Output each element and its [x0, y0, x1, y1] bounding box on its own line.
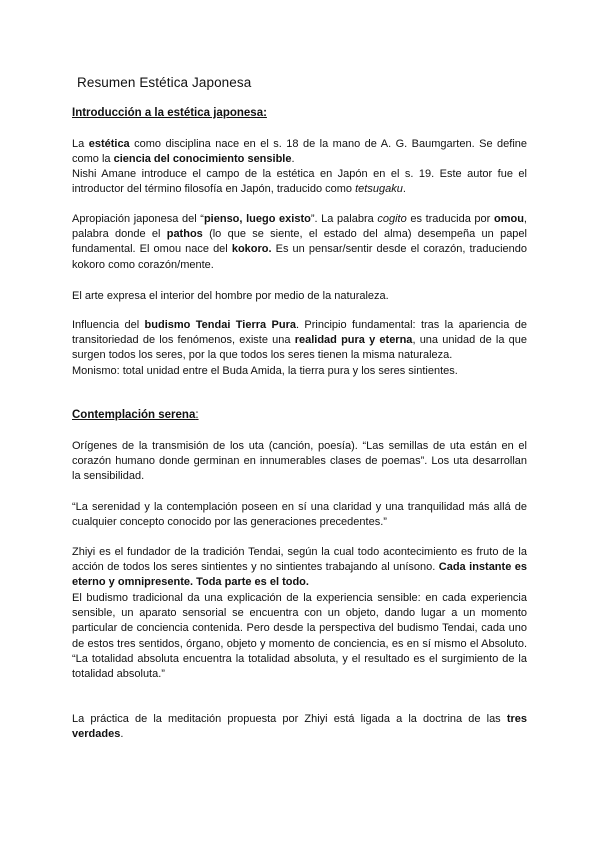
text-run: “La serenidad y la contemplación poseen en sí una claridad y una tranquilidad más allá de cualquier concepto conocido por las generaciones precedentes.” [72, 501, 527, 529]
bold-text: estética [88, 138, 130, 150]
text-run: . [120, 728, 124, 741]
section-heading-text: Contemplación serena [72, 409, 196, 421]
text-run: El budismo tradicional da una explicación de la experiencia sensible: en cada experiencia sensible, un aparato sensorial se encuentra con un objeto, dando lugar a un momento particular de conciencia contenida. Pero desde la perspectiva del budismo Tendai, cada uno de estos tres sentidos, órgano, objeto y momento de conciencia, es en sí mismo el Absoluto. “La totalidad absoluta encuentra la totalidad absoluta, y el resultado es el surgimiento de la totalidad absoluta.” [72, 592, 527, 681]
text-run: como disciplina nace en el s. 18 de la mano de A. G. Baumgarten. Se define como la [72, 138, 527, 166]
paragraph [72, 167, 527, 197]
text-run: , una unidad de la que surgen todos los seres, por la que todos los seres tienen la misma naturaleza. [72, 334, 528, 362]
italic-text: tetsugaku [355, 183, 403, 196]
bold-text: Cada instante es eterno y omnipresente. Toda parte es el todo. [72, 561, 527, 589]
paragraph [72, 591, 527, 682]
text-run: Nishi Amane introduce el campo de la estética en Japón en el s. 19. Este autor fue el introductor del término filosofía en Japón, traducido como [72, 168, 527, 196]
text-run: Orígenes de la transmisión de los uta (canción, poesía). “Las semillas de uta están en el corazón humano donde germinan en innumerables clases de poemas”. Los uta desarrollan la sensibilidad. [72, 440, 527, 483]
bold-text: budismo Tendai Tierra Pura [144, 319, 296, 331]
paragraph [72, 137, 527, 167]
bold-text: realidad pura y eterna [294, 334, 413, 347]
text-run: El arte expresa el interior del hombre por medio de la naturaleza. [72, 290, 389, 302]
paragraph [72, 545, 527, 591]
paragraph [72, 439, 527, 485]
text-run: . [402, 183, 406, 196]
bold-text: ciencia del conocimiento sensible [113, 153, 292, 166]
text-run: La [72, 138, 89, 150]
text-run: es traducida por [406, 213, 494, 225]
text-run: Apropiación japonesa del “ [72, 213, 204, 225]
paragraph [72, 364, 527, 379]
section-heading-contemplacion [72, 409, 199, 421]
text-run: (lo que se siente, el estado del alma) desempeña un papel fundamental. El omou nace del [72, 228, 527, 256]
text-run: , palabra donde el [72, 213, 527, 241]
text-run: . Principio fundamental: tras la apariencia de transitoriedad de los fenómenos, existe una [72, 319, 527, 347]
bold-text: omou [493, 213, 524, 225]
paragraph [72, 212, 527, 273]
text-run: Monismo: total unidad entre el Buda Amida, la tierra pura y los seres sintientes. [72, 365, 458, 377]
text-run: ”. La palabra [310, 213, 378, 225]
paragraph [72, 289, 527, 304]
italic-text: cogito [377, 213, 407, 225]
text-run: Es un pensar/sentir desde el corazón, traduciendo kokoro como corazón/mente. [72, 243, 527, 271]
text-run: Zhiyi es el fundador de la tradición Tendai, según la cual todo acontecimiento es fruto de la acción de todos los seres sintientes y no sintientes trabajando al unísono. [72, 546, 527, 574]
section-heading-intro: Introducción a la estética japonesa: [72, 107, 267, 119]
document-title: Resumen Estética Japonesa [77, 75, 252, 90]
bold-text: pienso, luego existo [203, 213, 311, 225]
paragraph [72, 318, 527, 364]
text-run: Influencia del [72, 319, 145, 331]
paragraph [72, 712, 527, 742]
bold-text: pathos [166, 228, 203, 241]
text-run: . [291, 153, 295, 166]
section-heading-colon: : [195, 409, 199, 421]
bold-text: tres verdades [72, 713, 527, 741]
paragraph [72, 500, 527, 530]
bold-text: kokoro. [231, 243, 272, 256]
text-run: La práctica de la meditación propuesta por Zhiyi está ligada a la doctrina de las [72, 713, 507, 725]
